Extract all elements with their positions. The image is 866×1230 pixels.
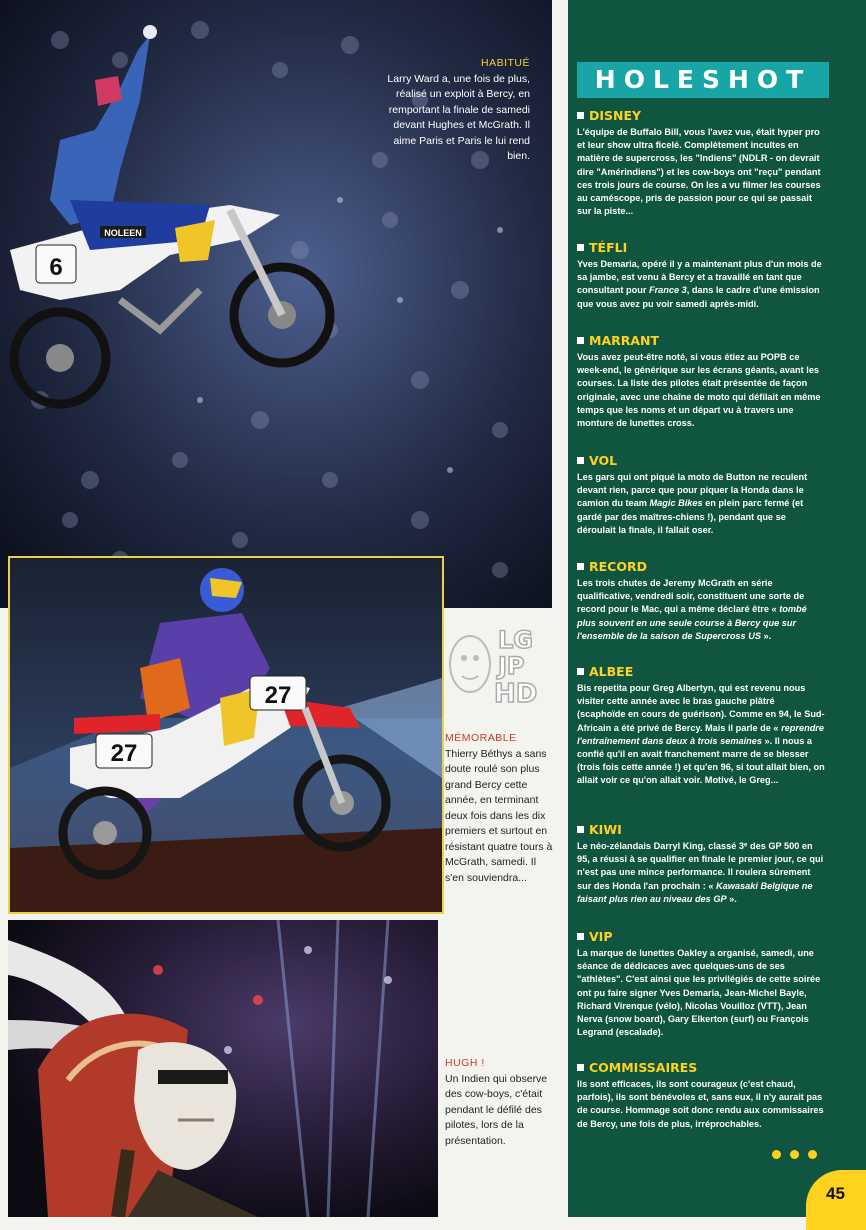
square-bullet-icon: [577, 563, 584, 570]
section-kiwi: [577, 822, 825, 906]
section-body: La marque de lunettes Oakley a organisé, samedi, une séance de dédicaces avec quelques-uns de ses "athlètes". C'est ainsi que les privilégiés de cette soirée ont pu faire signer Yves Demaria, Jean-Michel Bayle, Richard Virenque (vélo), Nicolas Vouilloz (VTT), Jean Nerva (snow board), Gary Elkerton (surf) ou François Legrand (escalade).: [577, 948, 821, 1038]
caption-title: HABITUÉ: [480, 57, 530, 69]
caption-memorable: [445, 731, 557, 886]
caption-hugh: [445, 1056, 563, 1149]
caption-habitue: [380, 56, 530, 165]
svg-text:HD: HD: [494, 679, 538, 709]
caption-title: MÉMORABLE: [445, 732, 517, 744]
photo-thierry-bethys: [8, 556, 444, 914]
section-body: Le néo-zélandais Darryl King, classé 3ᵉ des GP 500 en 95, a réussi à se qualifier en finale le premier jour, ce qui n'est pas une mince performance. Il roulera sûrement sur des Honda l'an prochain : « Kawasaki Belgique ne faisant plus rien au niveau des GP ».: [577, 841, 824, 904]
section-tefli: [577, 240, 825, 311]
square-bullet-icon: [577, 826, 584, 833]
square-bullet-icon: [577, 933, 584, 940]
square-bullet-icon: [577, 337, 584, 344]
section-vol: [577, 453, 825, 537]
end-of-article-dots: [772, 1146, 828, 1160]
rider-number-plate-front: 27: [264, 682, 292, 709]
caption-text: Thierry Béthys a sans doute roulé son plus grand Bercy cette année, en terminant deux fois dans les dix premiers et surtout en résistant quatre tours à McGrath, samedi. Il s'en souviendra...: [445, 747, 553, 884]
section-marrant: [577, 333, 825, 430]
caption-text: Un Indien qui observe des cow-boys, c'était pendant le défilé des pilotes, lors de la présentation.: [445, 1072, 548, 1147]
section-commissaires: [577, 1060, 825, 1131]
section-body: Les gars qui ont piqué la moto de Button ne reculent devant rien, parce que pour piquer la Honda dans le camion du team Magic Bikes en plein parc fermé (et gardé par des maîtres-chiens !), pendant que se déroulait la finale, il fallait oser.: [577, 472, 808, 535]
photo-indian-headdress: [8, 920, 438, 1217]
square-bullet-icon: [577, 112, 584, 119]
section-body: Ils sont efficaces, ils sont courageux (c'est chaud, parfois), ils sont bénévoles et, sans eux, il n'y aurait pas de course. Hommage soit donc rendu aux commissaires de Bercy, une fois de plus, irréprochables.: [577, 1079, 824, 1129]
section-body: Les trois chutes de Jeremy McGrath en série qualificative, vendredi soir, constituent une sorte de record pour le Mac, qui a même déclaré être « tombé plus souvent en une seule course à Bercy que sur l'ensemble de la saison de Supercross US ».: [577, 578, 807, 641]
caption-text: Larry Ward a, une fois de plus, réalisé un exploit à Bercy, en remportant la finale de samedi devant Hughes et McGrath. Il aime Paris et Paris le lui rend bien.: [387, 72, 530, 162]
rider-number-plate-side: 27: [110, 740, 138, 767]
holeshot-title: HOLESHOT: [577, 62, 829, 98]
section-heading: VOL: [577, 453, 825, 469]
svg-text:LG: LG: [498, 626, 533, 654]
square-bullet-icon: [577, 668, 584, 675]
section-heading: COMMISSAIRES: [577, 1060, 825, 1076]
section-disney: [577, 108, 825, 218]
bike-sponsor-label: NOLEEN: [104, 228, 142, 238]
square-bullet-icon: [577, 457, 584, 464]
section-body: Vous avez peut-être noté, si vous étiez au POPB ce week-end, le générique sur les écrans géants, avant les courses. La liste des pilotes était présentée de façon originale, avec une chaîne de moto qui défilait en même temps que les noms et un départ vu à travers une monture de lunettes cross.: [577, 352, 821, 429]
caption-title: HUGH !: [445, 1057, 485, 1069]
section-heading: VIP: [577, 929, 825, 945]
section-vip: [577, 929, 825, 1039]
section-heading: ALBEE: [577, 664, 825, 680]
svg-text:JP: JP: [498, 652, 525, 680]
section-heading: DISNEY: [577, 108, 825, 124]
section-body: Bis repetita pour Greg Albertyn, qui est revenu nous visiter cette année avec le bras gauche plâtré (scaphoïde en cours de guérison). Comme en 94, le Sud-Africain a été privé de Bercy. Mais il parle de « reprendre l'entraînement dans deux à trois semaines ». Il nous a confié qu'il en avait franchement marre de se blesser (trois fois cette année !) et qu'en 96, si tout allait bien, on allait voir ce qu'on allait voir. Motivé, le Greg...: [577, 683, 825, 786]
photographer-watermark-logo: [442, 618, 554, 710]
rider-number-plate: 6: [49, 254, 63, 281]
section-body: Yves Demaria, opéré il y a maintenant plus d'un mois de sa jambe, est venu à Bercy et a travaillé en tant que consultant pour France 3, dans le cadre d'une émission que vous avez pu voir samedi après-midi.: [577, 259, 822, 309]
section-heading: TÉFLI: [577, 240, 825, 256]
section-record: [577, 559, 825, 643]
section-heading: KIWI: [577, 822, 825, 838]
section-heading: MARRANT: [577, 333, 825, 349]
square-bullet-icon: [577, 244, 584, 251]
square-bullet-icon: [577, 1064, 584, 1071]
section-body: L'équipe de Buffalo Bill, vous l'avez vue, était hyper pro et leur show ultra ficelé. Complètement incultes en matière de supercross, les "Indiens" (NDLR - on devrait dire "Amérindiens") et les cow-boys ont "reçu" pendant ces trois jours de course. On les a vu filmer les courses au caméscope, pris de passion pour ce qui se passait sur la piste...: [577, 127, 821, 217]
page-number: 45: [826, 1184, 845, 1203]
section-albee: [577, 664, 825, 788]
section-heading: RECORD: [577, 559, 825, 575]
